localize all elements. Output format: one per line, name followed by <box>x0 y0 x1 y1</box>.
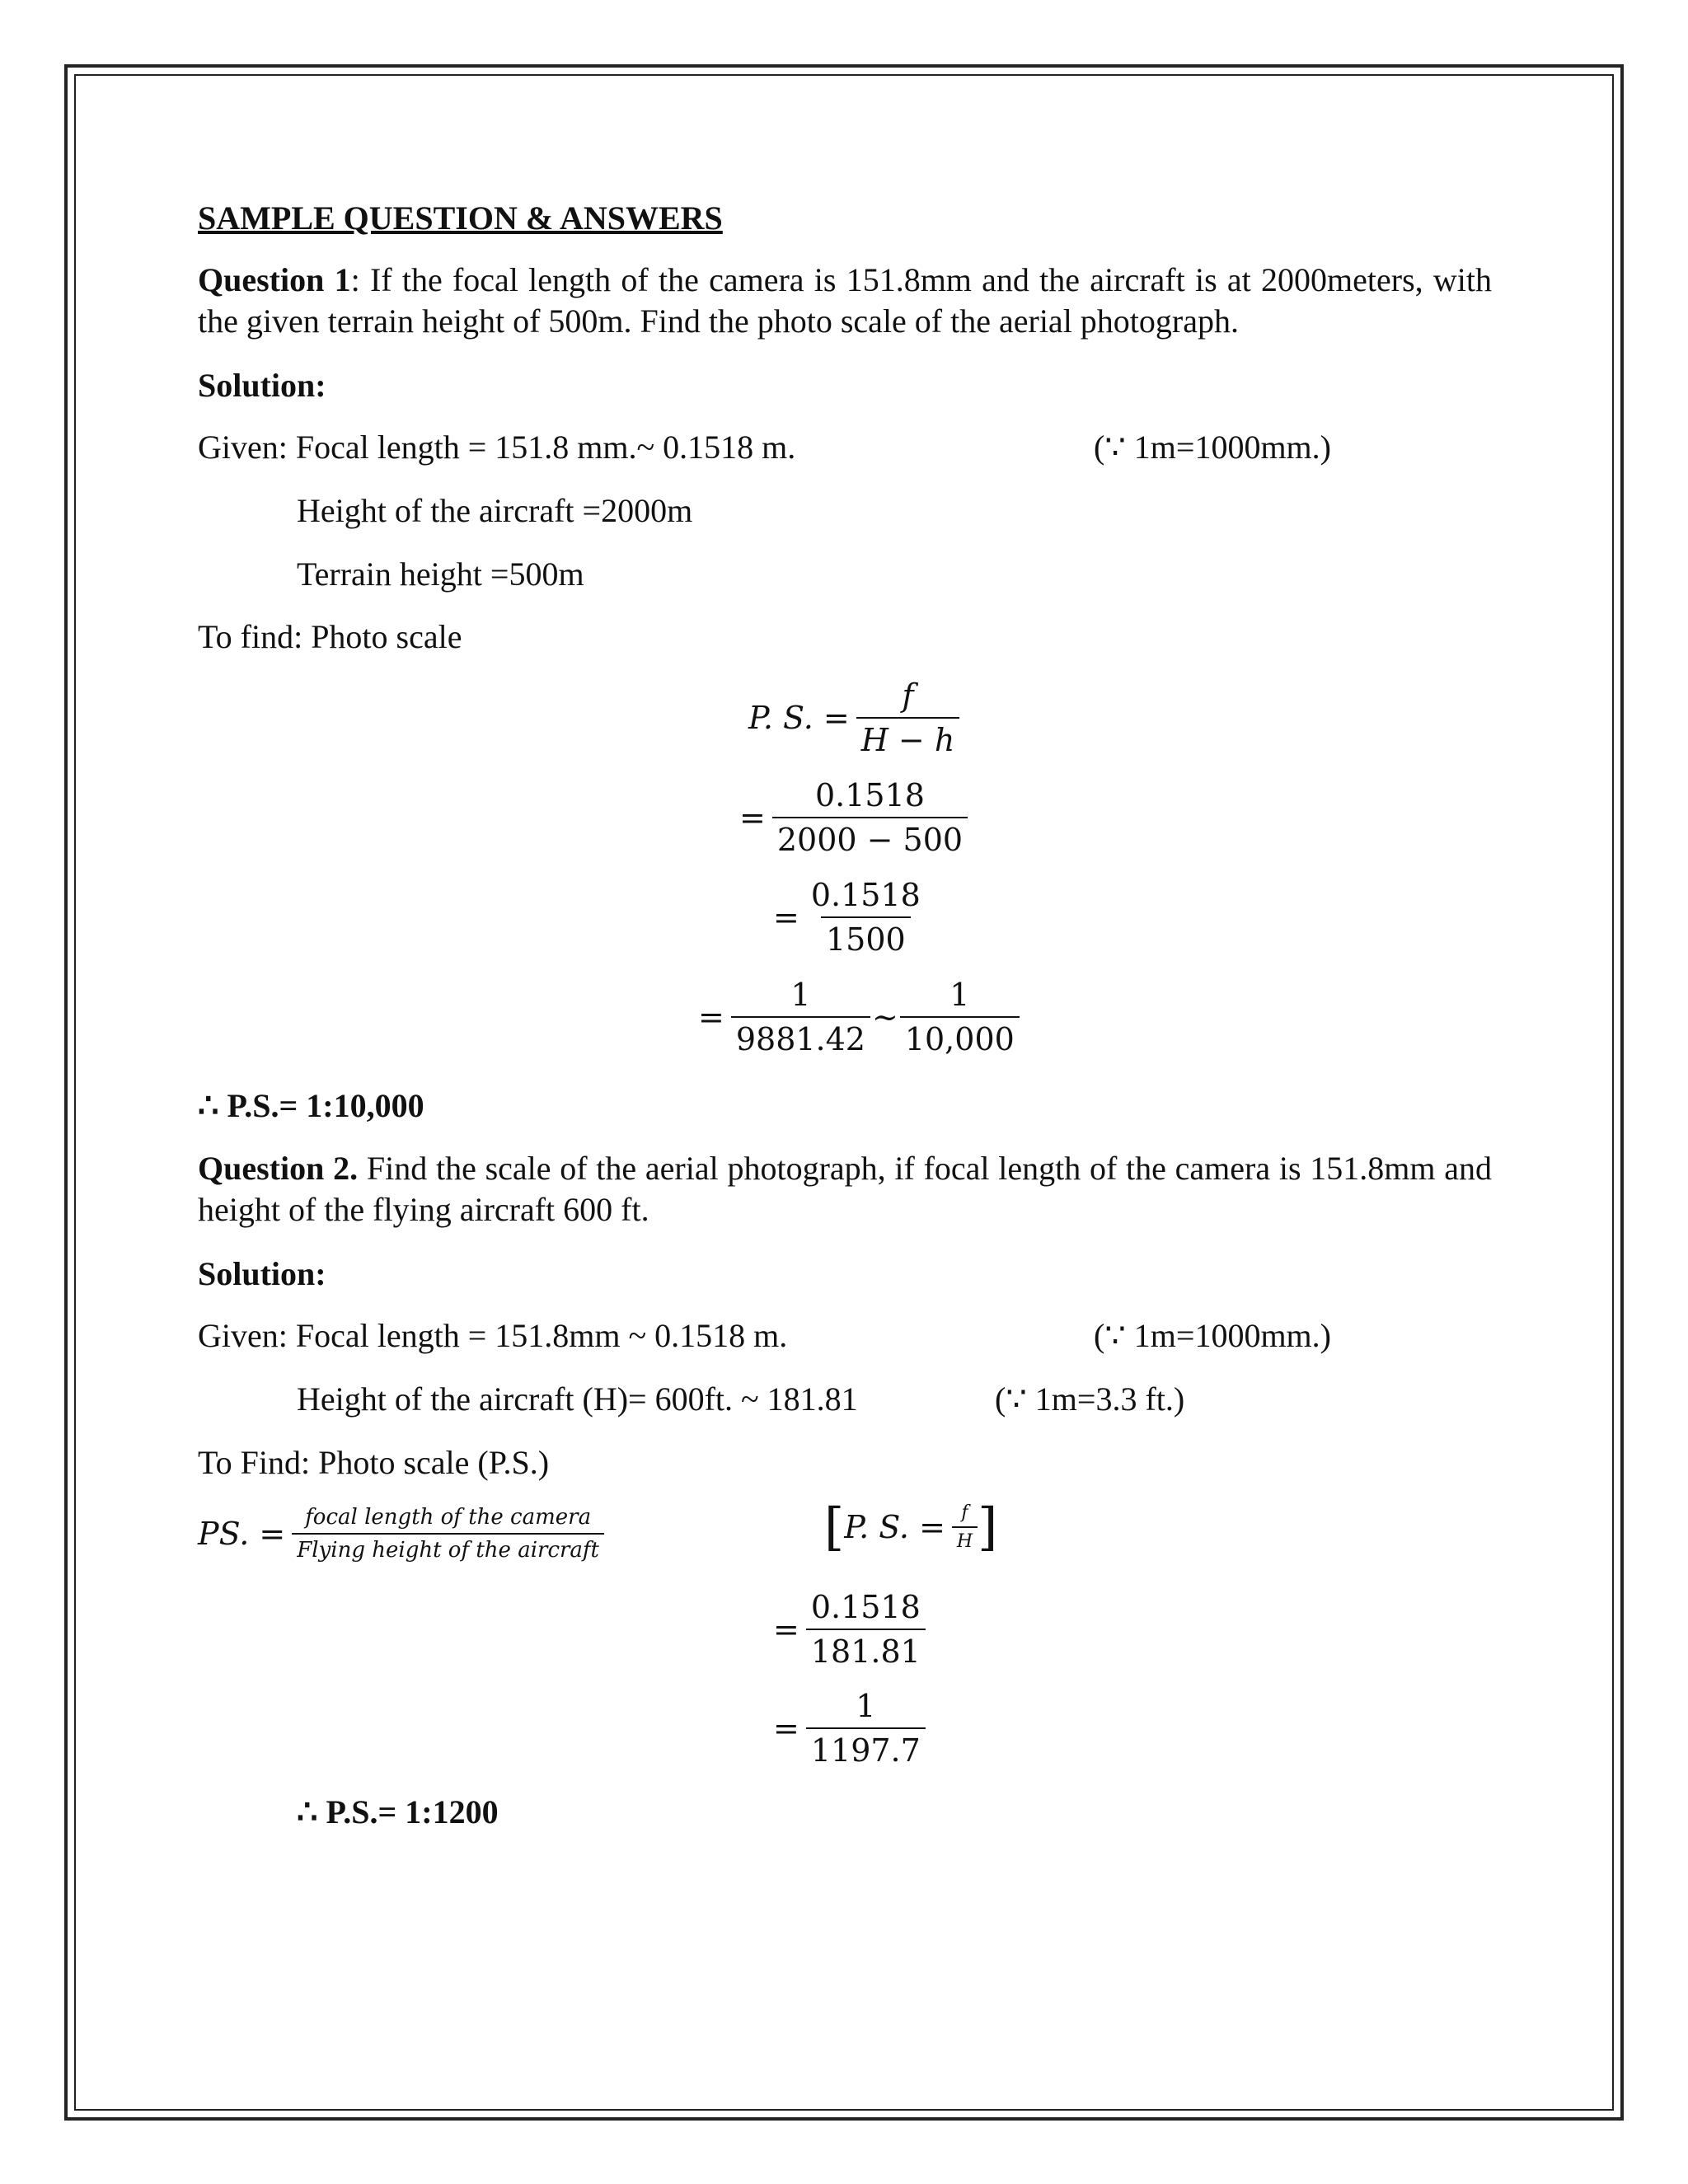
q1-eq4-numerator-b: 1 <box>950 977 970 1013</box>
q1-eq4-fraction-a <box>731 977 870 1057</box>
q2-bracket-denominator: H <box>952 1526 978 1552</box>
q2-eq3-denominator: 1197.7 <box>806 1727 926 1769</box>
question-1 <box>198 260 1492 342</box>
q2-answer: ∴ P.S.= 1:1200 <box>297 1793 499 1830</box>
q2-solution-label: Solution: <box>198 1255 326 1292</box>
q1-eq3-equals: = <box>773 899 799 935</box>
q2-bracket-fraction <box>952 1502 978 1552</box>
page-heading: SAMPLE QUESTION & ANSWERS <box>198 199 723 237</box>
q2-formula-denominator: Flying height of the aircraft <box>292 1533 604 1563</box>
q1-eq4-numerator-a: 1 <box>790 977 811 1013</box>
q1-eq1-numerator: f <box>902 677 914 714</box>
q1-equation-2 <box>739 777 968 858</box>
q1-equation-4 <box>698 977 1020 1057</box>
q1-eq3-denominator: 1500 <box>821 916 911 958</box>
q2-eq2-denominator: 181.81 <box>806 1629 926 1670</box>
q2-bracket-lhs: P. S. = <box>844 1509 945 1545</box>
q2-eq2-equals: = <box>773 1611 799 1647</box>
q1-eq2-denominator: 2000 − 500 <box>772 817 968 858</box>
question-2 <box>198 1148 1492 1230</box>
q1-eq1-lhs: P. S. = <box>748 700 850 736</box>
q1-eq2-equals: = <box>739 799 766 836</box>
q1-eq4-fraction-b <box>900 977 1020 1057</box>
q2-height-line: Height of the aircraft (H)= 600ft. ~ 181.81 <box>297 1380 858 1418</box>
q1-to-find: To find: Photo scale <box>198 618 462 655</box>
q1-height-line: Height of the aircraft =2000m <box>297 492 693 529</box>
q1-eq2-fraction <box>772 777 968 858</box>
q2-eq3-equals: = <box>773 1710 799 1746</box>
q2-formula-numerator: focal length of the camera <box>305 1505 592 1530</box>
q2-given-line: Given: Focal length = 151.8mm ~ 0.1518 m. <box>198 1317 788 1354</box>
q2-given-note: (∵ 1m=1000mm.) <box>1094 1317 1331 1354</box>
question-1-text: : If the focal length of the camera is 151.8mm and the aircraft is at 2000meters, with the given terrain height of 500m. Find the photo scale of the aerial photograph. <box>198 261 1493 340</box>
q2-eq2-fraction <box>806 1589 926 1670</box>
question-2-label: Question 2. <box>198 1150 359 1187</box>
q1-eq3-numerator: 0.1518 <box>810 877 921 913</box>
q2-height-note: (∵ 1m=3.3 ft.) <box>995 1380 1185 1418</box>
q1-answer: ∴ P.S.= 1:10,000 <box>198 1087 424 1124</box>
q1-given-line: Given: Focal length = 151.8 mm.~ 0.1518 m. <box>198 429 796 466</box>
q1-given-note: (∵ 1m=1000mm.) <box>1094 429 1331 466</box>
q2-formula-lhs: PS. = <box>198 1516 286 1552</box>
q1-solution-label: Solution: <box>198 367 326 404</box>
question-1-label: Question 1 <box>198 261 351 298</box>
q2-eq2-numerator: 0.1518 <box>810 1589 921 1625</box>
q1-equation-1 <box>748 677 959 758</box>
q1-eq1-denominator: H − h <box>856 717 960 758</box>
q1-eq4-denominator-b: 10,000 <box>900 1016 1020 1057</box>
q2-equation-2 <box>773 1589 926 1670</box>
q2-bracket-formula: [ P. S. = $\frac{f}{H}$ ] <box>824 1497 998 1557</box>
question-2-text: Find the scale of the aerial photograph, if focal length of the camera is 151.8mm and height of the flying aircraft 600 ft. <box>198 1150 1492 1228</box>
q1-eq3-fraction <box>806 877 926 958</box>
q1-eq4-tilde: ~ <box>871 999 898 1035</box>
q1-terrain-line: Terrain height =500m <box>297 555 584 593</box>
q1-eq2-numerator: 0.1518 <box>814 777 925 813</box>
q1-equation-3 <box>773 877 926 958</box>
q2-equation-3 <box>773 1688 926 1769</box>
q2-eq3-numerator: 1 <box>856 1688 876 1724</box>
q2-formula-fraction <box>292 1505 604 1563</box>
q2-eq3-fraction <box>806 1688 926 1769</box>
q2-to-find: To Find: Photo scale (P.S.) <box>198 1444 550 1481</box>
q1-eq1-fraction <box>856 677 960 758</box>
q2-formula <box>198 1505 604 1563</box>
q1-eq4-equals: = <box>698 999 724 1035</box>
q2-bracket-numerator: f <box>961 1502 968 1523</box>
q1-eq4-denominator-a: 9881.42 <box>731 1016 870 1057</box>
